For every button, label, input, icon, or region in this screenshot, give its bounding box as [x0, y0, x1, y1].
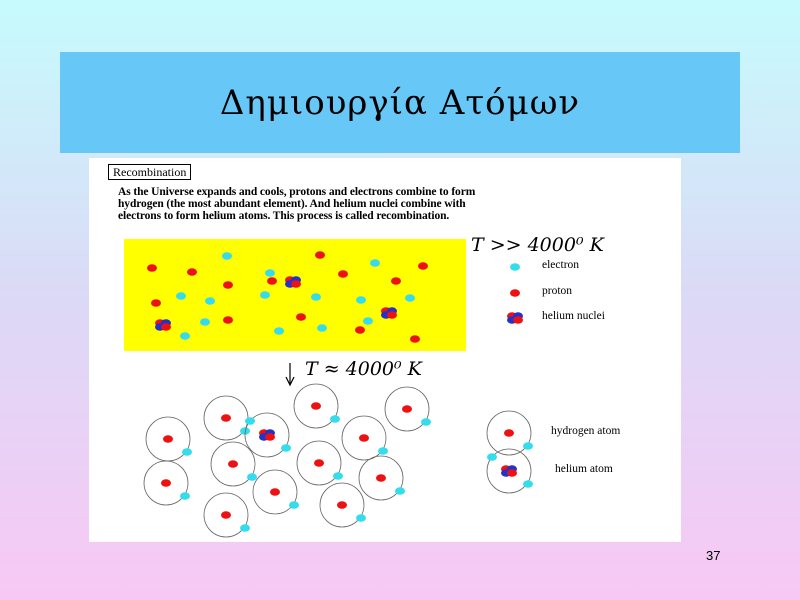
plasma-proton — [296, 313, 306, 321]
nucleus — [221, 511, 231, 519]
plasma-electron — [311, 293, 321, 301]
legend-proton: proton — [542, 285, 573, 297]
recombination-heading: Recombination — [108, 164, 191, 180]
hydrogen-atom — [359, 456, 405, 500]
helium-nucleus — [507, 312, 523, 324]
nucleus — [376, 474, 386, 482]
legend-proton-icon — [510, 289, 520, 297]
orbiting-electron — [395, 487, 405, 495]
hydrogen-atom — [144, 461, 190, 505]
plasma-proton — [355, 326, 365, 334]
hydrogen-atom — [253, 470, 299, 514]
legend-helium-atom: helium atom — [555, 463, 613, 475]
helium-nucleus — [381, 307, 397, 319]
helium-atom — [487, 449, 533, 493]
plasma-electron — [356, 296, 366, 304]
legend-helium-nuclei: helium nuclei — [542, 310, 605, 322]
plasma-electron — [222, 252, 232, 260]
plasma-proton — [410, 335, 420, 343]
plasma-proton — [391, 277, 401, 285]
cool-condition: T ≈ 4000⁰ K — [305, 358, 422, 380]
helium-nucleus — [501, 465, 517, 477]
hydrogen-atom — [204, 396, 250, 440]
nucleus — [402, 405, 412, 413]
proton — [387, 311, 397, 319]
plasma-electron — [180, 332, 190, 340]
nucleus — [314, 459, 324, 467]
hydrogen-atom — [204, 493, 250, 537]
nucleus — [221, 414, 231, 422]
proton — [265, 433, 275, 441]
hydrogen-atom — [320, 483, 366, 527]
proton — [291, 280, 301, 288]
plasma-proton — [223, 316, 233, 324]
orbiting-electron — [330, 415, 340, 423]
nucleus — [311, 402, 321, 410]
description-line: electrons to form helium atoms. This process is called recombination. — [118, 210, 450, 222]
legend-electron-icon — [510, 263, 520, 271]
plasma-electron — [274, 327, 284, 335]
plasma-proton — [151, 299, 161, 307]
plasma-proton — [418, 262, 428, 270]
description-line: hydrogen (the most abundant element). And helium nuclei combine with — [118, 198, 466, 210]
helium-nucleus — [285, 276, 301, 288]
plasma-proton — [147, 264, 157, 272]
legend-icons — [507, 263, 523, 324]
plasma-electron — [200, 318, 210, 326]
plasma-electron — [205, 297, 215, 305]
orbiting-electron — [182, 448, 192, 456]
legend-electron: electron — [542, 259, 580, 271]
helium-atom — [245, 413, 291, 457]
nucleus — [270, 488, 280, 496]
slide-number: 37 — [706, 548, 721, 563]
plasma-electron — [370, 259, 380, 267]
plasma-box — [124, 239, 466, 351]
hydrogen-atom — [294, 384, 340, 428]
plasma-proton — [315, 251, 325, 259]
nucleus — [359, 434, 369, 442]
description — [118, 186, 678, 222]
orbiting-electron — [378, 447, 388, 455]
atoms-group — [144, 384, 533, 537]
nucleus — [337, 501, 347, 509]
legend-hydrogen-atom: hydrogen atom — [551, 425, 621, 437]
nucleus — [504, 429, 514, 437]
plasma-electron — [176, 292, 186, 300]
orbiting-electron — [523, 442, 533, 450]
hot-condition: T >> 4000⁰ K — [471, 234, 604, 256]
orbiting-electron — [356, 514, 366, 522]
orbiting-electron — [421, 418, 431, 426]
plasma-proton — [223, 281, 233, 289]
hydrogen-atom — [487, 411, 533, 455]
orbiting-electron — [281, 444, 291, 452]
proton — [507, 469, 517, 477]
plasma-proton — [187, 268, 197, 276]
plasma-electron — [317, 324, 327, 332]
orbiting-electron — [487, 453, 497, 461]
plasma-electron — [260, 291, 270, 299]
plasma-proton — [338, 270, 348, 278]
orbiting-electron — [289, 501, 299, 509]
proton — [513, 316, 523, 324]
nucleus — [161, 479, 171, 487]
description-line: As the Universe expands and cools, protons and electrons combine to form — [118, 186, 476, 198]
orbiting-electron — [247, 473, 257, 481]
hydrogen-atom — [297, 441, 343, 485]
hydrogen-atom — [385, 387, 431, 431]
orbiting-electron — [333, 472, 343, 480]
hydrogen-atom — [146, 417, 192, 461]
nucleus — [228, 460, 238, 468]
orbiting-electron — [523, 480, 533, 488]
orbiting-electron — [245, 417, 255, 425]
nucleus — [163, 435, 173, 443]
helium-nucleus — [259, 429, 275, 441]
hydrogen-atom — [342, 416, 388, 460]
plasma-proton — [267, 277, 277, 285]
plasma-electron — [405, 294, 415, 302]
plasma-electron — [363, 317, 373, 325]
plasma-electron — [265, 269, 275, 277]
slide-title: Δημιουργία Ατόμων — [219, 82, 581, 123]
recombination-figure — [89, 158, 681, 542]
helium-nucleus — [155, 319, 171, 331]
proton — [161, 323, 171, 331]
title-band — [60, 52, 740, 153]
orbiting-electron — [240, 524, 250, 532]
orbiting-electron — [180, 492, 190, 500]
